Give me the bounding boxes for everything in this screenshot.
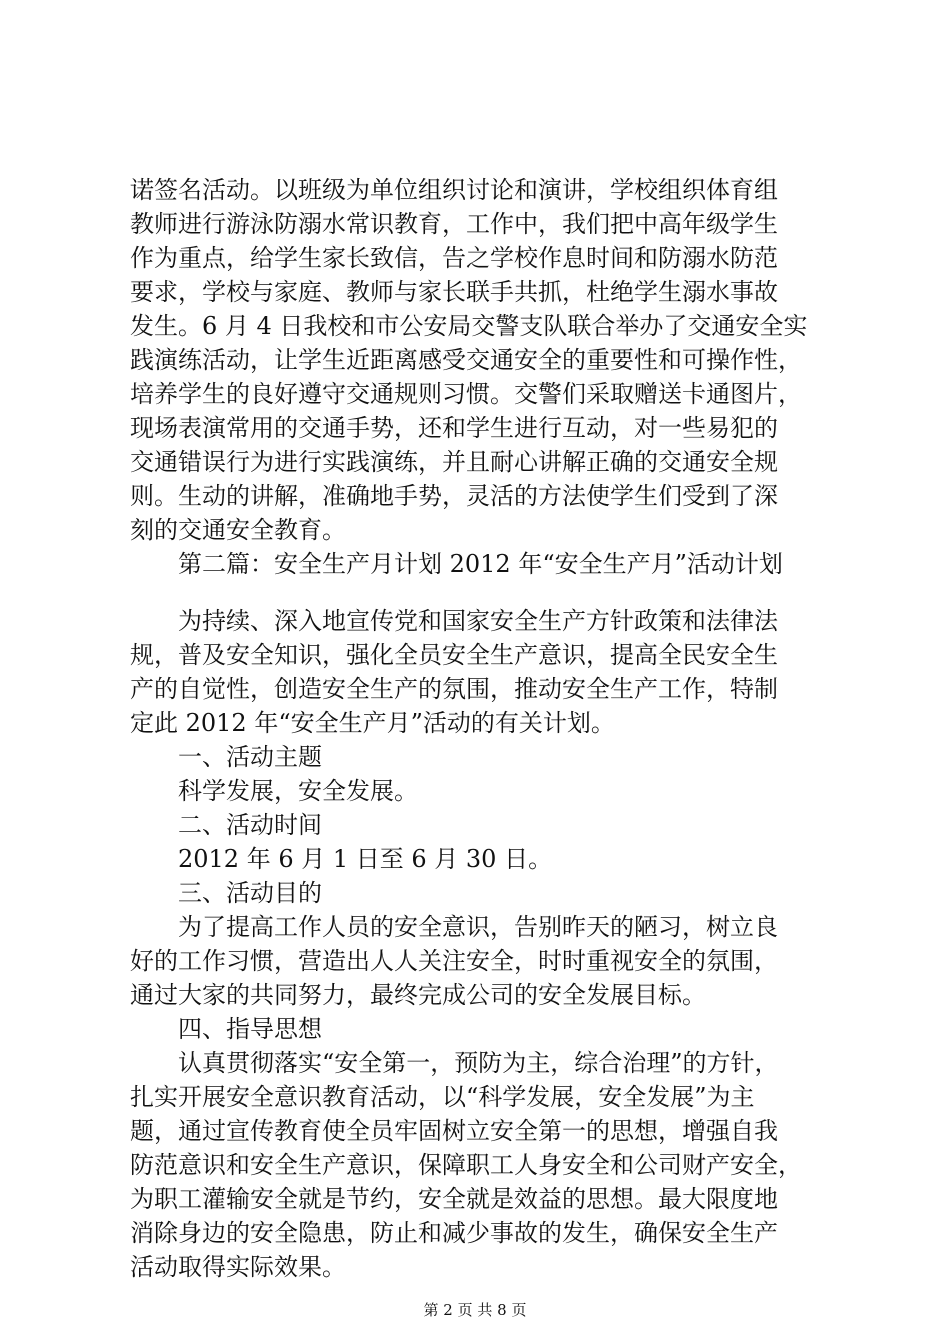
body-line: 作为重点，给学生家长致信，告之学校作息时间和防溺水防范 — [130, 244, 778, 272]
subheading: 二、活动时间 — [178, 811, 322, 839]
body-line: 科学发展，安全发展。 — [178, 777, 418, 805]
body-line: 消除身边的安全隐患，防止和减少事故的发生，确保安全生产 — [130, 1219, 778, 1247]
body-line: 规，普及安全知识，强化全员安全生产意识，提高全民安全生 — [130, 641, 778, 669]
subheading: 三、活动目的 — [178, 879, 322, 907]
body-line: 教师进行游泳防溺水常识教育，工作中，我们把中高年级学生 — [130, 210, 778, 238]
body-line: 扎实开展安全意识教育活动，以“科学发展，安全发展”为主 — [130, 1083, 755, 1111]
body-line: 为了提高工作人员的安全意识，告别昨天的陋习，树立良 — [178, 913, 778, 941]
body-line: 活动取得实际效果。 — [130, 1253, 346, 1281]
body-line: 通过大家的共同努力，最终完成公司的安全发展目标。 — [130, 981, 706, 1009]
body-line: 产的自觉性，创造安全生产的氛围，推动安全生产工作，特制 — [130, 675, 778, 703]
body-line: 防范意识和安全生产意识，保障职工人身安全和公司财产安全， — [130, 1151, 802, 1179]
body-line: 发生。6 月 4 日我校和市公安局交警支队联合举办了交通安全实 — [130, 312, 808, 340]
body-line: 为持续、深入地宣传党和国家安全生产方针政策和法律法 — [178, 607, 778, 635]
body-line: 好的工作习惯，营造出人人关注安全，时时重视安全的氛围， — [130, 947, 778, 975]
body-line: 交通错误行为进行实践演练，并且耐心讲解正确的交通安全规 — [130, 448, 778, 476]
body-line: 诺签名活动。以班级为单位组织讨论和演讲，学校组织体育组 — [130, 176, 778, 204]
body-line: 定此 2012 年“安全生产月”活动的有关计划。 — [130, 709, 615, 737]
subheading: 一、活动主题 — [178, 743, 322, 771]
subheading: 四、指导思想 — [178, 1015, 322, 1043]
body-line: 刻的交通安全教育。 — [130, 516, 346, 544]
body-line: 认真贯彻落实“安全第一，预防为主，综合治理”的方针， — [178, 1049, 779, 1077]
body-line: 为职工灌输安全就是节约，安全就是效益的思想。最大限度地 — [130, 1185, 778, 1213]
body-line: 2012 年 6 月 1 日至 6 月 30 日。 — [178, 845, 553, 873]
body-line: 践演练活动，让学生近距离感受交通安全的重要性和可操作性， — [130, 346, 802, 374]
body-line: 则。生动的讲解，准确地手势，灵活的方法使学生们受到了深 — [130, 482, 778, 510]
page-footer: 第 2 页 共 8 页 — [423, 1301, 527, 1319]
body-line: 题，通过宣传教育使全员牢固树立安全第一的思想，增强自我 — [130, 1117, 778, 1145]
body-line: 要求，学校与家庭、教师与家长联手共抓，杜绝学生溺水事故 — [130, 278, 778, 306]
body-line: 现场表演常用的交通手势，还和学生进行互动，对一些易犯的 — [130, 414, 778, 442]
body-line: 培养学生的良好遵守交通规则习惯。交警们采取赠送卡通图片， — [130, 380, 802, 408]
section-heading: 第二篇：安全生产月计划 2012 年“安全生产月”活动计划 — [178, 550, 783, 578]
